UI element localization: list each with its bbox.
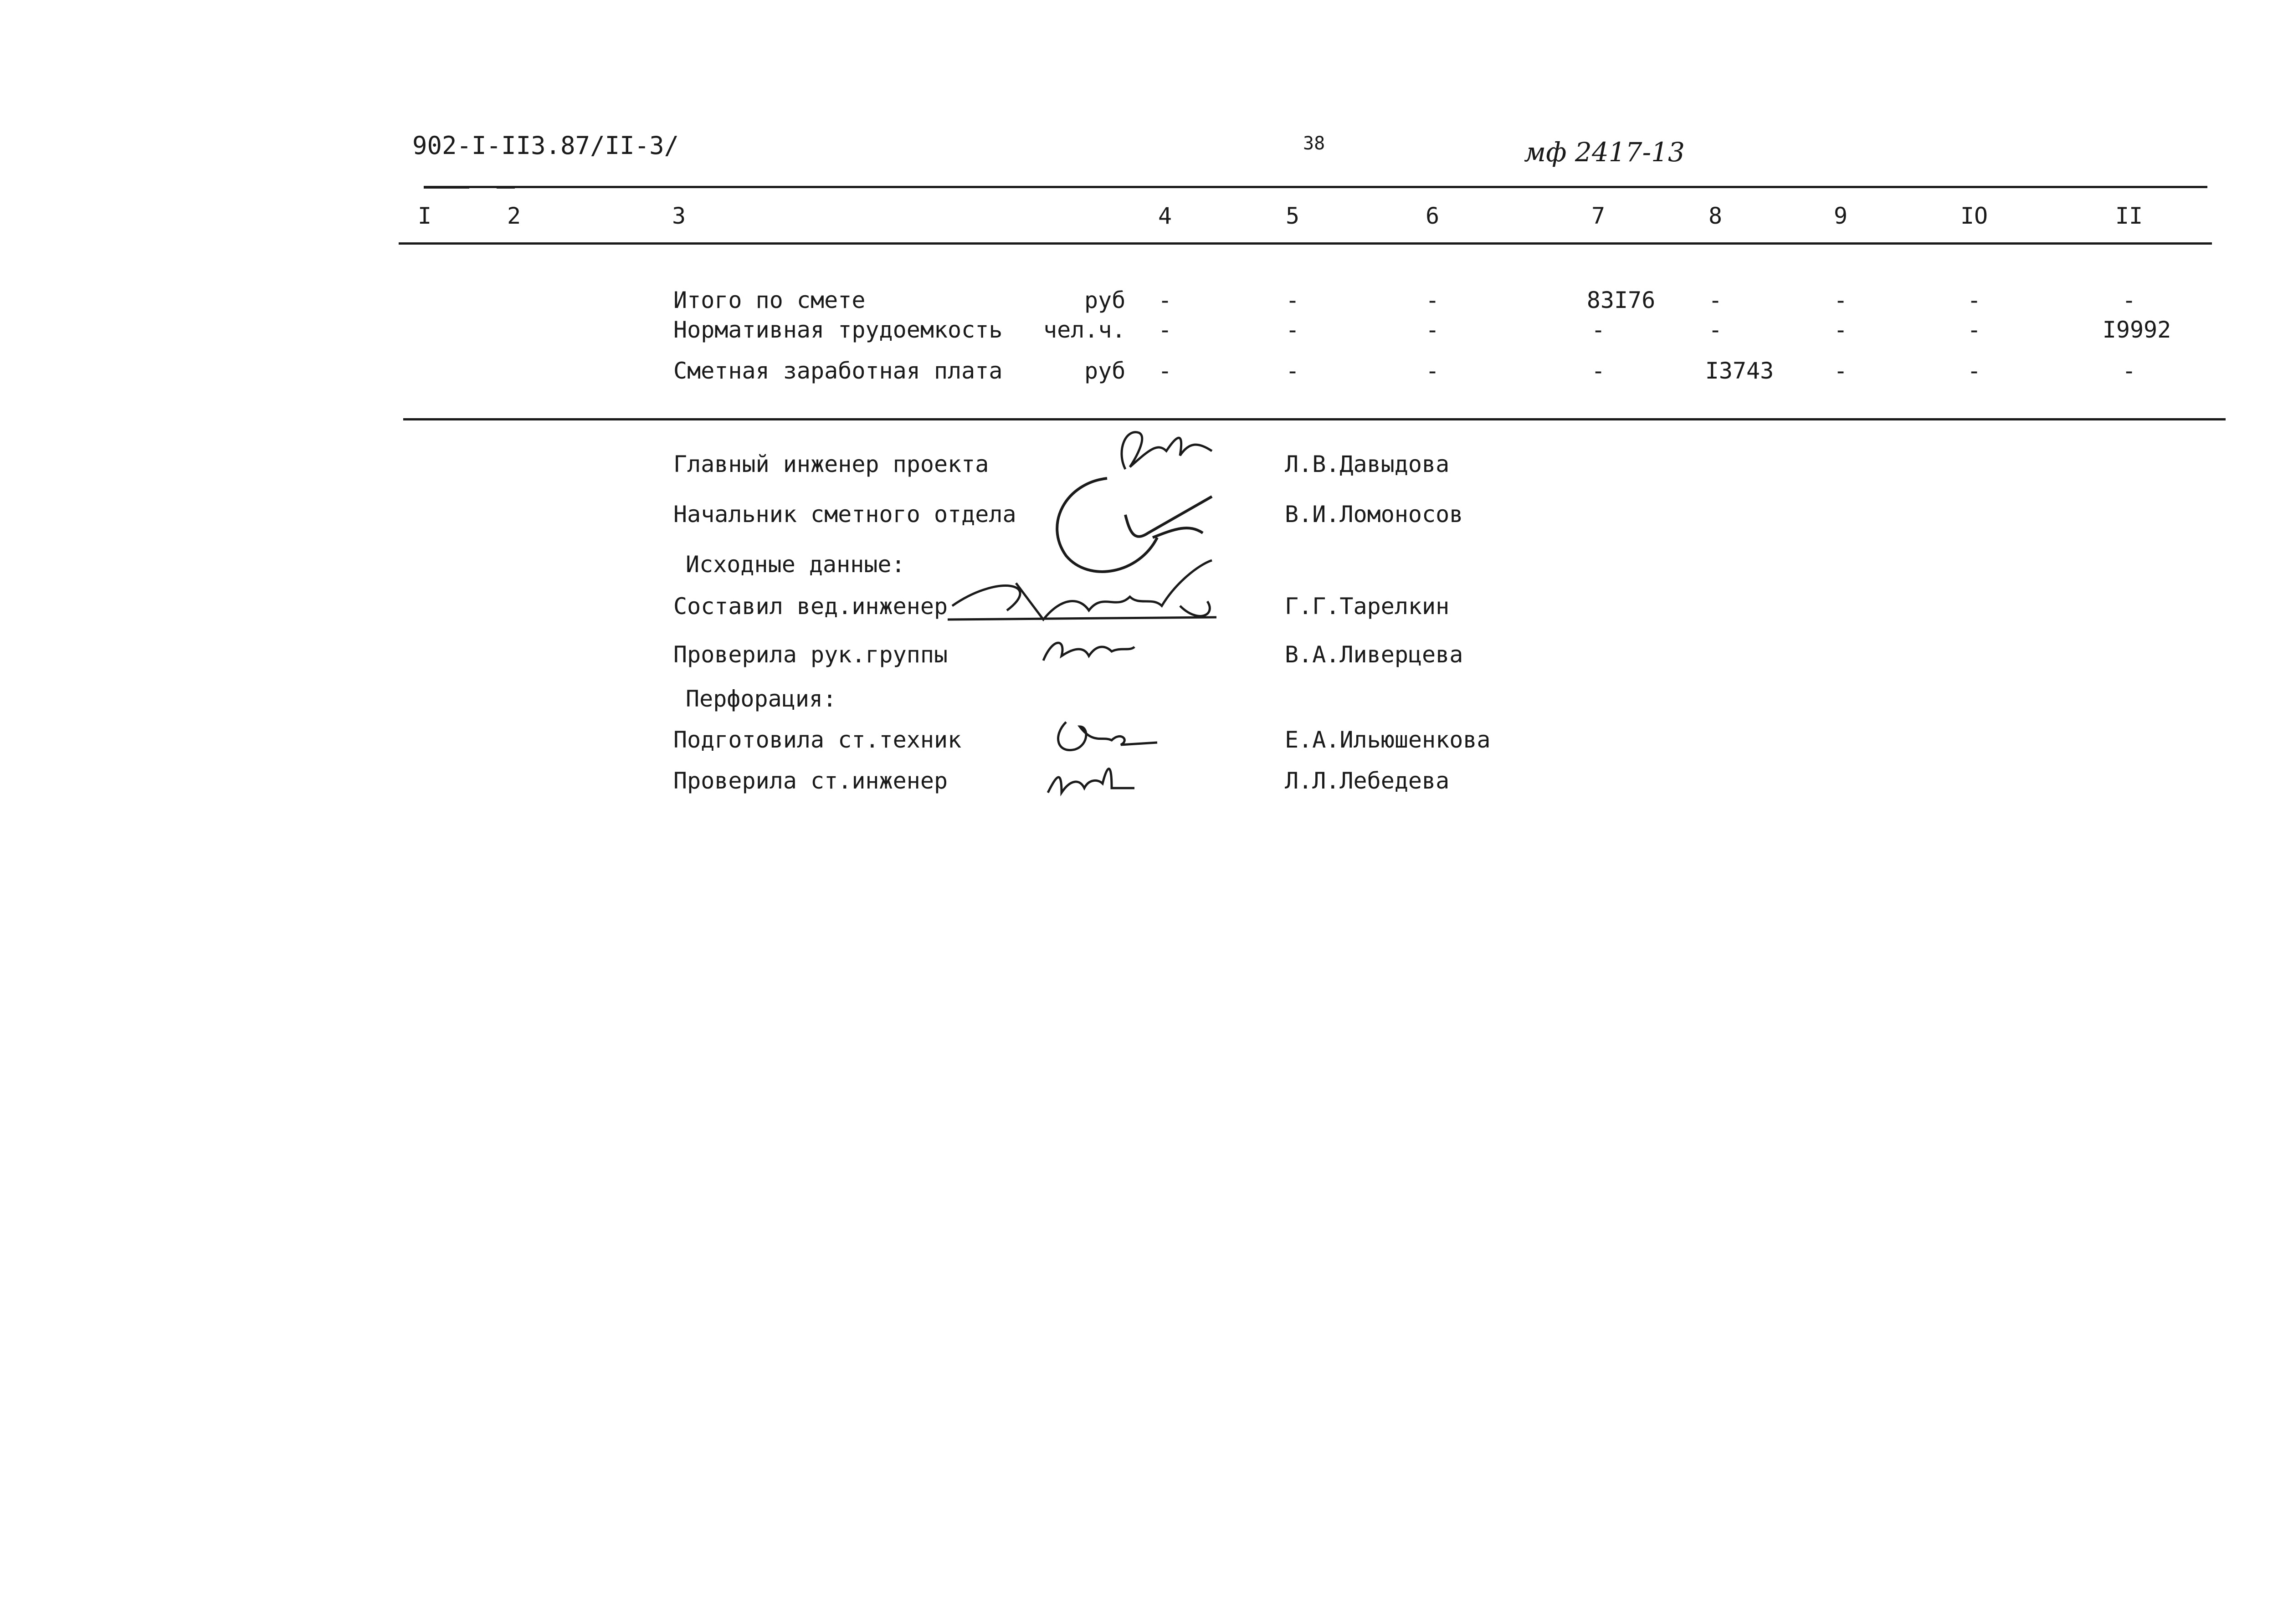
table-cell: - <box>1833 287 1848 313</box>
table-cell: - <box>1833 317 1848 343</box>
column-header: 4 <box>1158 203 1172 229</box>
column-header: 3 <box>672 203 686 229</box>
row-label: Итого по смете <box>673 287 866 313</box>
document-code: 902-I-II3.87/II-3/ <box>412 131 679 160</box>
column-header: I <box>417 203 432 229</box>
table-bottom-rule <box>403 418 2226 420</box>
signature-checked-group-lead <box>1034 620 1144 674</box>
column-header: 2 <box>507 203 521 229</box>
table-cell: I3743 <box>1705 358 1774 384</box>
role-checked-group-lead: Проверила рук.группы <box>673 641 948 668</box>
role-head-estimate-dept: Начальник сметного отдела <box>673 501 1016 528</box>
name-head-estimate-dept: В.И.Ломоносов <box>1285 501 1463 528</box>
table-cell: - <box>1967 317 1981 343</box>
table-cell: - <box>1708 317 1723 343</box>
signature-prepared-by <box>1048 708 1162 758</box>
table-cell: - <box>1967 358 1981 384</box>
header-bottom-rule <box>399 242 2212 245</box>
table-cell: - <box>1158 287 1172 313</box>
table-cell: - <box>1285 358 1300 384</box>
table-cell: - <box>1591 358 1606 384</box>
table-cell: 83I76 <box>1586 287 1656 313</box>
table-top-rule <box>424 186 2207 188</box>
column-header: 6 <box>1425 203 1440 229</box>
signature-checked-senior-engineer <box>1039 756 1157 802</box>
table-cell: - <box>1708 287 1723 313</box>
row-unit: руб <box>1084 358 1126 384</box>
name-prepared-by: Е.А.Ильюшенкова <box>1285 727 1491 753</box>
column-header: 7 <box>1591 203 1606 229</box>
row-unit: чел.ч. <box>1043 317 1126 343</box>
table-cell: - <box>1285 317 1300 343</box>
source-data-heading: Исходные данные: <box>686 551 905 578</box>
row-label: Сметная заработная плата <box>673 358 1003 384</box>
role-compiled-by: Составил вед.инженер <box>673 593 948 620</box>
column-header: II <box>2115 203 2143 229</box>
name-checked-group-lead: В.А.Ливерцева <box>1285 641 1463 668</box>
name-checked-senior-engineer: Л.Л.Лебедева <box>1285 768 1450 794</box>
role-checked-senior-engineer: Проверила ст.инженер <box>673 768 948 794</box>
table-cell: - <box>2122 358 2136 384</box>
column-header: 5 <box>1285 203 1300 229</box>
table-cell: - <box>1285 287 1300 313</box>
table-cell: - <box>1425 287 1440 313</box>
archive-code: мф 2417-13 <box>1524 137 1685 168</box>
table-cell: - <box>1158 358 1172 384</box>
table-cell: - <box>1425 317 1440 343</box>
name-compiled-by: Г.Г.Тарелкин <box>1285 593 1450 620</box>
column-header: 9 <box>1833 203 1848 229</box>
column-header: 8 <box>1708 203 1723 229</box>
table-cell: - <box>1158 317 1172 343</box>
table-cell: - <box>1425 358 1440 384</box>
table-cell: - <box>1591 317 1606 343</box>
table-cell: - <box>1967 287 1981 313</box>
table-cell: - <box>1833 358 1848 384</box>
perforation-heading: Перфорация: <box>686 686 837 712</box>
page-number: 38 <box>1303 133 1325 154</box>
row-unit: руб <box>1084 287 1126 313</box>
table-cell: - <box>2122 287 2136 313</box>
row-label: Нормативная трудоемкость <box>673 317 1003 343</box>
role-prepared-by: Подготовила ст.техник <box>673 727 962 753</box>
table-cell: I9992 <box>2102 317 2171 343</box>
name-chief-engineer: Л.В.Давыдова <box>1285 451 1450 477</box>
column-header: IO <box>1960 203 1988 229</box>
role-chief-engineer: Главный инженер проекта <box>673 451 989 477</box>
